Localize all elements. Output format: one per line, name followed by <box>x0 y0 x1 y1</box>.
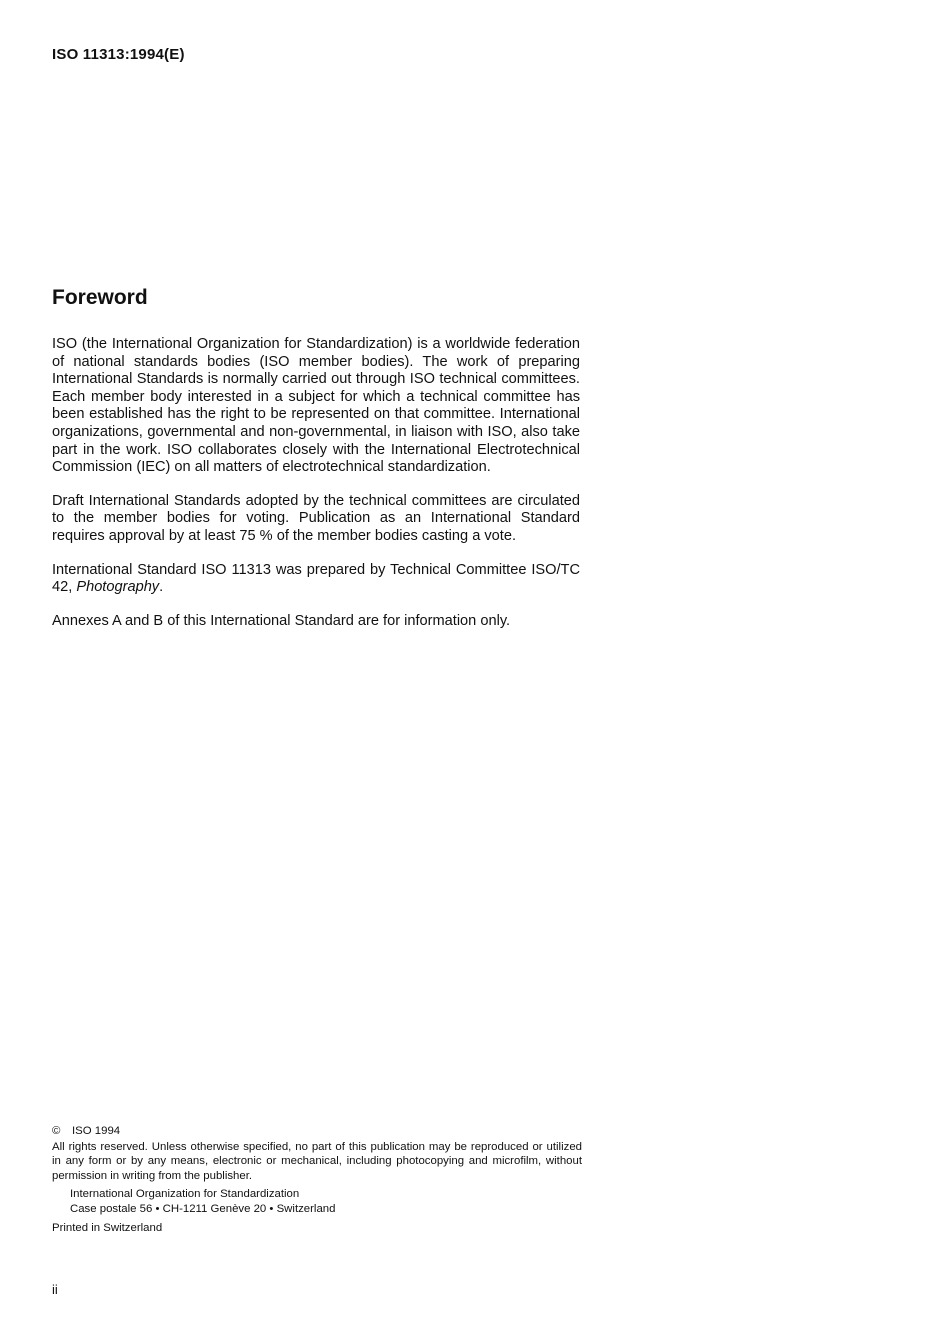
printed-location: Printed in Switzerland <box>52 1221 163 1234</box>
copyright-icon: © <box>52 1125 61 1137</box>
postal-address: Case postale 56 • CH-1211 Genève 20 • Switzerland <box>70 1202 336 1215</box>
standard-identifier: ISO 11313:1994(E) <box>52 46 185 63</box>
foreword-paragraph-annexes: Annexes A and B of this International Standard are for information only. <box>52 612 511 629</box>
committee-name: Photography <box>76 579 160 596</box>
publisher-address <box>70 1187 582 1216</box>
page-number: ii <box>52 1282 58 1297</box>
foreword-paragraph-organization: ISO (the International Organization for Standardization) is a worldwide federation of national standards bodies (ISO member bodies). The work of preparing International Standards is normally carried out through ISO technical committees. Each member body interested in a subject for which a technical committee has been established has the right to be represented on that committee. International organizations, governmental and non-governmental, in liaison with ISO, also take part in the work. ISO collaborates closely with the International Electrotechnical Commission (IEC) on all matters of electrotechnical standardization. <box>52 336 580 476</box>
preparation-text: International Standard ISO 11313 was prepared by Technical Committee ISO/TC 42, <box>52 561 580 596</box>
copyright-line <box>52 1124 582 1139</box>
preparation-period: . <box>159 579 164 596</box>
foreword-heading: Foreword <box>52 286 148 309</box>
organization-name: International Organization for Standardization <box>70 1188 300 1201</box>
copyright-notice: ISO 1994 <box>72 1125 121 1137</box>
foreword-paragraph-preparation <box>52 562 580 597</box>
rights-reserved-notice: All rights reserved. Unless otherwise specified, no part of this publication may be reproduced or utilized in any form or by any means, electronic or mechanical, including photocopying and microfilm, without permission in writing from the publisher. <box>52 1140 582 1182</box>
foreword-paragraph-voting: Draft International Standards adopted by the technical committees are circulated to the member bodies for voting. Publication as an International Standard requires approval by at least 75 % of the member bodies casting a vote. <box>52 492 580 544</box>
foreword-body <box>52 336 580 646</box>
copyright-block <box>52 1124 582 1235</box>
